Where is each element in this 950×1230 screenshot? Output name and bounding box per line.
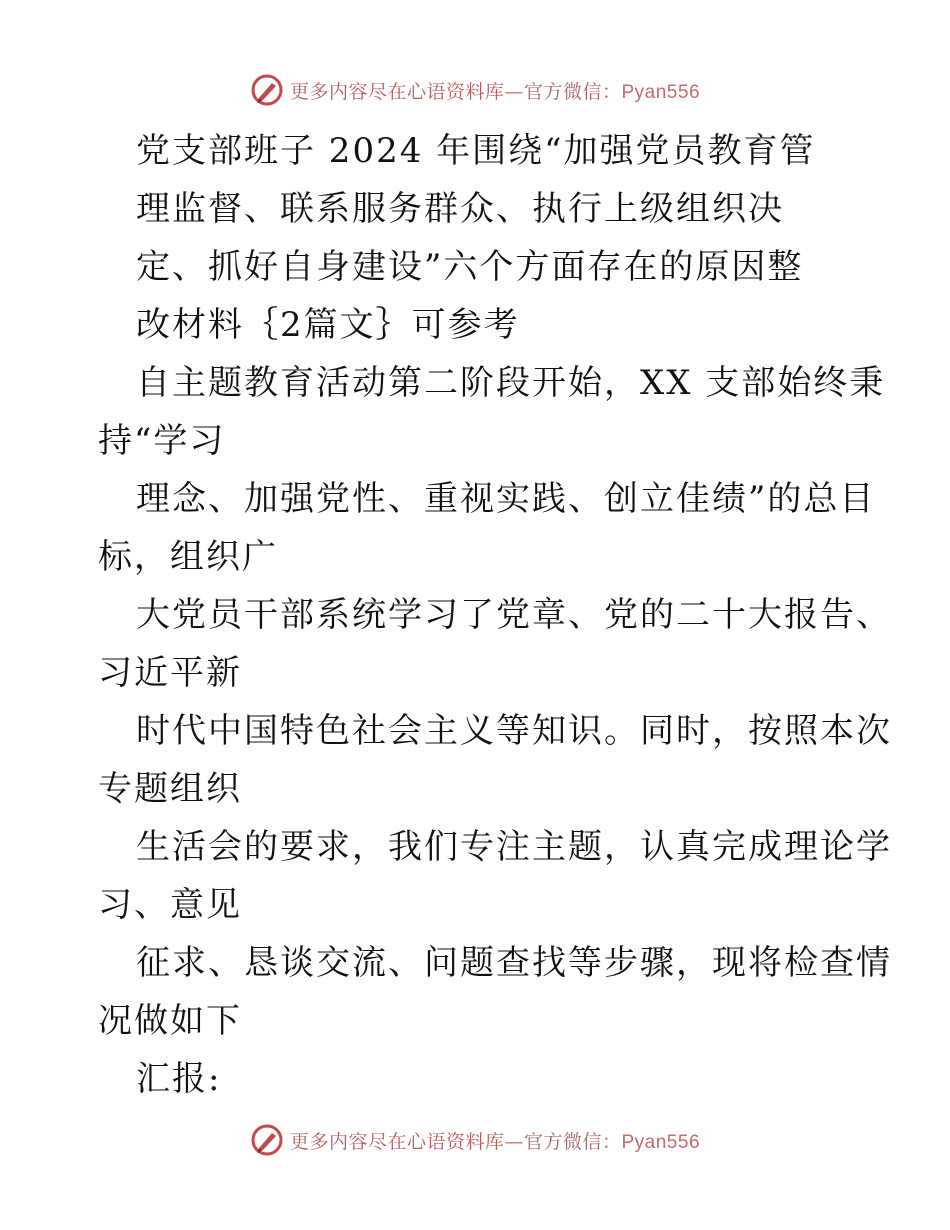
pen-logo-icon xyxy=(250,1123,284,1157)
line-text: 生活会的要求，我们专注主题，认真完成理论学 xyxy=(136,827,892,867)
paragraph-6 xyxy=(98,934,892,1050)
line-text: 况做如下 xyxy=(98,1001,242,1041)
line-text: 习、意见 xyxy=(98,885,242,925)
title-line-1: 党支部班子 2024 年围绕“加强党员教育管 xyxy=(136,131,816,171)
line-text: 标，组织广 xyxy=(98,537,278,577)
title-line-2: 理监督、联系服务群众、执行上级组织决 xyxy=(136,189,784,229)
paragraph-4 xyxy=(98,702,892,818)
line-text: 理念、加强党性、重视实践、创立佳绩”的总目 xyxy=(136,479,876,519)
line-text: 汇报: xyxy=(136,1059,222,1099)
footer-watermark xyxy=(0,1120,950,1160)
line-text: 习近平新 xyxy=(98,653,242,693)
line-text: 时代中国特色社会主义等知识。同时，按照本次 xyxy=(136,711,892,751)
document-body xyxy=(98,122,892,1108)
line-text: 持“学习 xyxy=(98,421,226,461)
watermark-text: 更多内容尽在心语资料库—官方微信：Pyan556 xyxy=(289,1130,701,1153)
line-text: 大党员干部系统学习了党章、党的二十大报告、 xyxy=(136,595,892,635)
title-line-3: 定、抓好自身建设”六个方面存在的原因整 xyxy=(136,247,804,287)
paragraph-3 xyxy=(98,586,892,702)
paragraph-2 xyxy=(98,470,876,586)
title-line-4: 改材料｛2篇文｝可参考 xyxy=(136,305,520,345)
paragraph-1 xyxy=(98,354,886,470)
line-text: 征求、恳谈交流、问题查找等步骤，现将检查情 xyxy=(136,943,892,983)
header-watermark xyxy=(0,70,950,110)
paragraph-7 xyxy=(98,1050,858,1108)
pen-logo-icon xyxy=(250,73,284,107)
line-text: 自主题教育活动第二阶段开始，XX 支部始终秉 xyxy=(136,363,886,403)
watermark-text: 更多内容尽在心语资料库—官方微信：Pyan556 xyxy=(289,80,701,103)
paragraph-5 xyxy=(98,818,892,934)
line-text: 专题组织 xyxy=(98,769,242,809)
